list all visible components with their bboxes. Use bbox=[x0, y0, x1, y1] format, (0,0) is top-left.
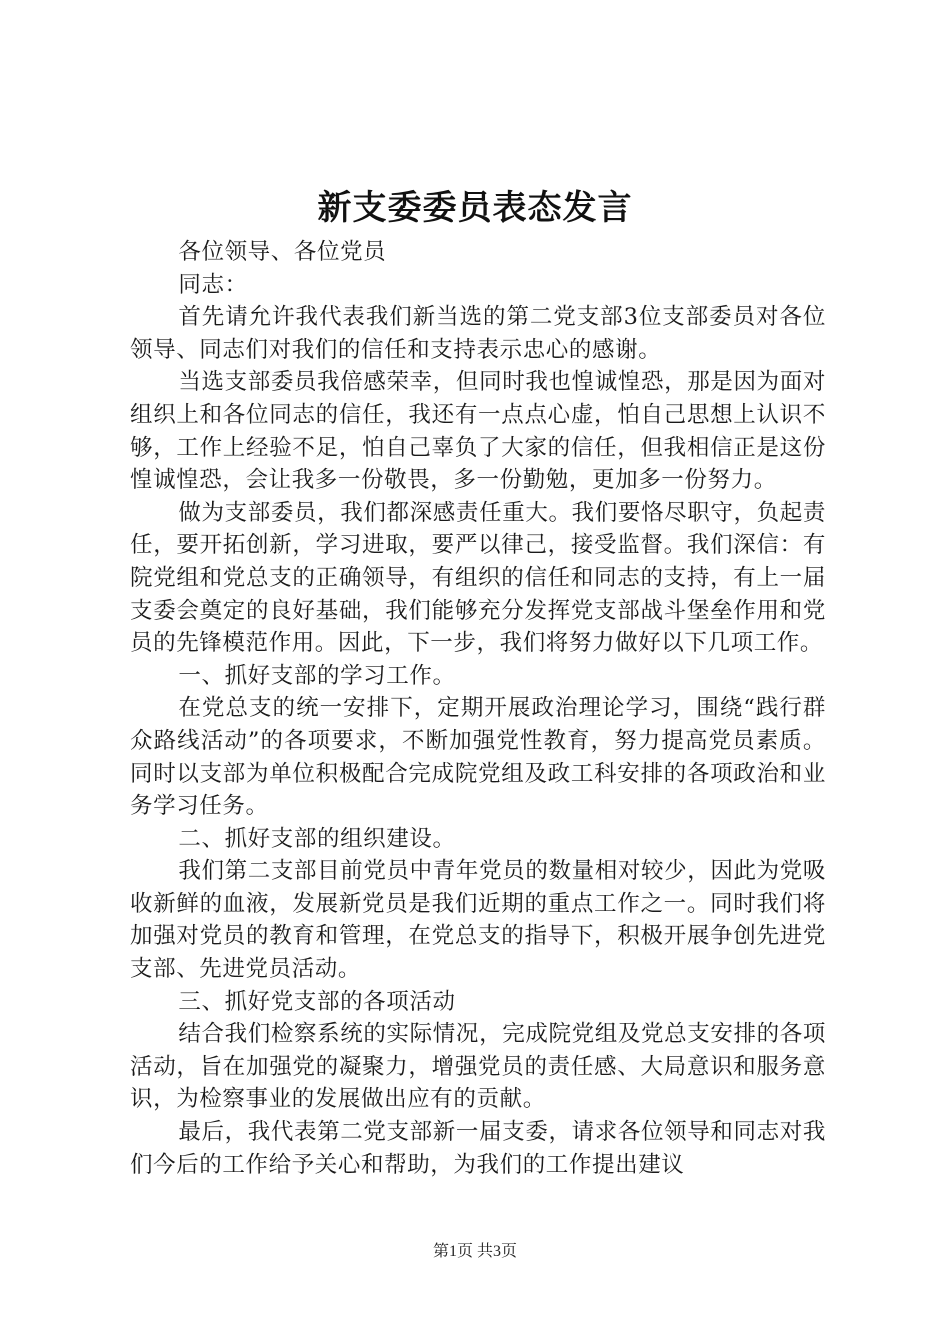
section-heading-3: 三、抓好党支部的各项活动 bbox=[178, 988, 456, 1015]
section-heading-2: 二、抓好支部的组织建设。 bbox=[178, 825, 456, 852]
paragraph-thanks: 首先请允许我代表我们新当选的第二党支部3位支部委员对各位领导、同志们对我们的信任和支持表示忠心的感谢。 bbox=[130, 304, 826, 363]
paragraph-organization: 我们第二支部目前党员中青年党员的数量相对较少，因此为党吸收新鲜的血液，发展新党员是我们近期的重点工作之一。同时我们将加强对党员的教育和管理，在党总支的指导下，积极开展争创先进党支部、先进党员活动。 bbox=[130, 858, 826, 983]
document-title: 新支委委员表态发言 bbox=[317, 188, 633, 228]
paragraph-study: 在党总支的统一安排下，定期开展政治理论学习，围绕“践行群众路线活动”的各项要求，不断加强党性教育，努力提高党员素质。同时以支部为单位积极配合完成院党组及政工科安排的各项政治和业务学习任务。 bbox=[130, 695, 826, 820]
salutation-line-2: 同志： bbox=[178, 271, 248, 298]
paragraph-responsibility: 做为支部委员，我们都深感责任重大。我们要恪尽职守，负起责任，要开拓创新，学习进取，要严以律己，接受监督。我们深信：有院党组和党总支的正确领导，有组织的信任和同志的支持，有上一届支委会奠定的良好基础，我们能够充分发挥党支部战斗堡垒作用和党员的先锋模范作用。因此，下一步，我们将努力做好以下几项工作。 bbox=[130, 499, 826, 657]
paragraph-closing: 最后，我代表第二党支部新一届支委，请求各位领导和同志对我们今后的工作给予关心和帮助，为我们的工作提出建议 bbox=[130, 1119, 826, 1178]
salutation-line-1: 各位领导、各位党员 bbox=[178, 239, 387, 265]
document-body bbox=[130, 236, 826, 1181]
section-heading-1: 一、抓好支部的学习工作。 bbox=[178, 662, 456, 689]
page-footer: 第1页 共3页 bbox=[432, 1243, 517, 1260]
paragraph-activities: 结合我们检察系统的实际情况，完成院党组及党总支安排的各项活动，旨在加强党的凝聚力，增强党员的责任感、大局意识和服务意识，为检察事业的发展做出应有的贡献。 bbox=[130, 1021, 826, 1113]
paragraph-honor: 当选支部委员我倍感荣幸，但同时我也惶诚惶恐，那是因为面对组织上和各位同志的信任，我还有一点点心虚，怕自己思想上认识不够，工作上经验不足，怕自己辜负了大家的信任，但我相信正是这份惶诚惶恐，会让我多一份敬畏，多一份勤勉，更加多一份努力。 bbox=[130, 369, 826, 494]
